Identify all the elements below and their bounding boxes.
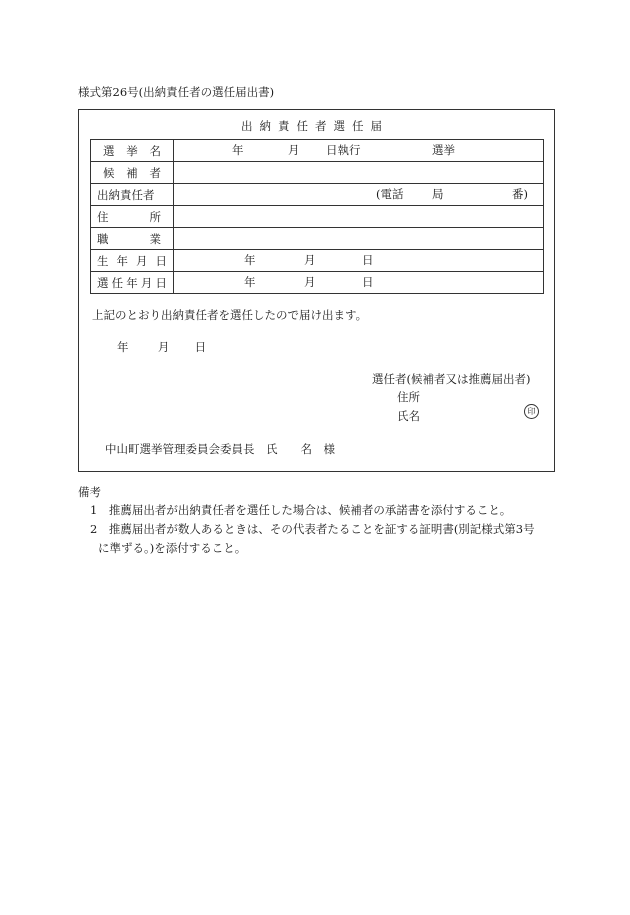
statement-text: 上記のとおり出納責任者を選任したので届け出ます。 (92, 308, 368, 322)
phone-text: (電話 (376, 187, 404, 201)
label-text: 選 挙 名 (103, 143, 161, 158)
year-text: 年 (232, 143, 244, 157)
row-value[interactable] (174, 140, 544, 162)
table-row (91, 184, 544, 206)
form-label: 様式第26号(出納責任者の選任届出書) (78, 85, 275, 99)
row-value[interactable] (174, 250, 544, 272)
row-value[interactable] (174, 206, 544, 228)
table-row (91, 250, 544, 272)
year-text: 年 (244, 275, 256, 289)
row-label (91, 228, 174, 250)
submission-date (117, 339, 206, 355)
note-item: に準ずる。)を添付すること。 (98, 541, 247, 555)
row-label (91, 250, 174, 272)
month-text: 月 (288, 143, 300, 157)
exchange-text: 局 (432, 187, 444, 201)
month-text: 月 (157, 340, 170, 354)
label-text: 出納責任者 (97, 187, 155, 202)
day-text: 日 (362, 253, 374, 267)
table-row (91, 206, 544, 228)
day-text: 日 (194, 340, 207, 354)
row-value[interactable] (174, 184, 544, 206)
row-label (91, 272, 174, 294)
row-label (91, 184, 174, 206)
address-label: 住所 (397, 390, 420, 404)
month-text: 月 (304, 253, 316, 267)
label-text: 職 業 (97, 231, 161, 246)
row-value[interactable] (174, 162, 544, 184)
row-label (91, 206, 174, 228)
election-text: 選挙 (432, 143, 455, 157)
info-table (90, 139, 544, 294)
form-title: 出納責任者選任届 (241, 119, 389, 133)
label-text: 生 年 月 日 (97, 253, 167, 268)
note-item: 1 推薦届出者が出納責任者を選任した場合は、候補者の承諾書を添付すること。 (90, 503, 512, 517)
notes-title: 備考 (78, 485, 101, 499)
row-value[interactable] (174, 228, 544, 250)
seal-icon: 印 (524, 404, 539, 419)
note-item: 2 推薦届出者が数人あるときは、その代表者たることを証する証明書(別記様式第3号 (90, 522, 535, 536)
table-row (91, 272, 544, 294)
row-label (91, 140, 174, 162)
table-row (91, 140, 544, 162)
day-text: 日 (362, 275, 374, 289)
row-label (91, 162, 174, 184)
name-label: 氏名 (397, 409, 420, 423)
year-text: 年 (244, 253, 256, 267)
day-held-text: 日執行 (326, 143, 361, 157)
number-text: 番) (512, 187, 528, 201)
table-row (91, 228, 544, 250)
addressee-text: 中山町選挙管理委員会委員長 氏 名 様 (105, 442, 335, 456)
label-text: 住 所 (97, 209, 161, 224)
year-text: 年 (117, 340, 129, 354)
appointer-label: 選任者(候補者又は推薦届出者) (372, 372, 531, 386)
row-value[interactable] (174, 272, 544, 294)
label-text: 選 任 年 月 日 (97, 275, 167, 290)
month-text: 月 (304, 275, 316, 289)
label-text: 候 補 者 (103, 165, 161, 180)
table-row (91, 162, 544, 184)
